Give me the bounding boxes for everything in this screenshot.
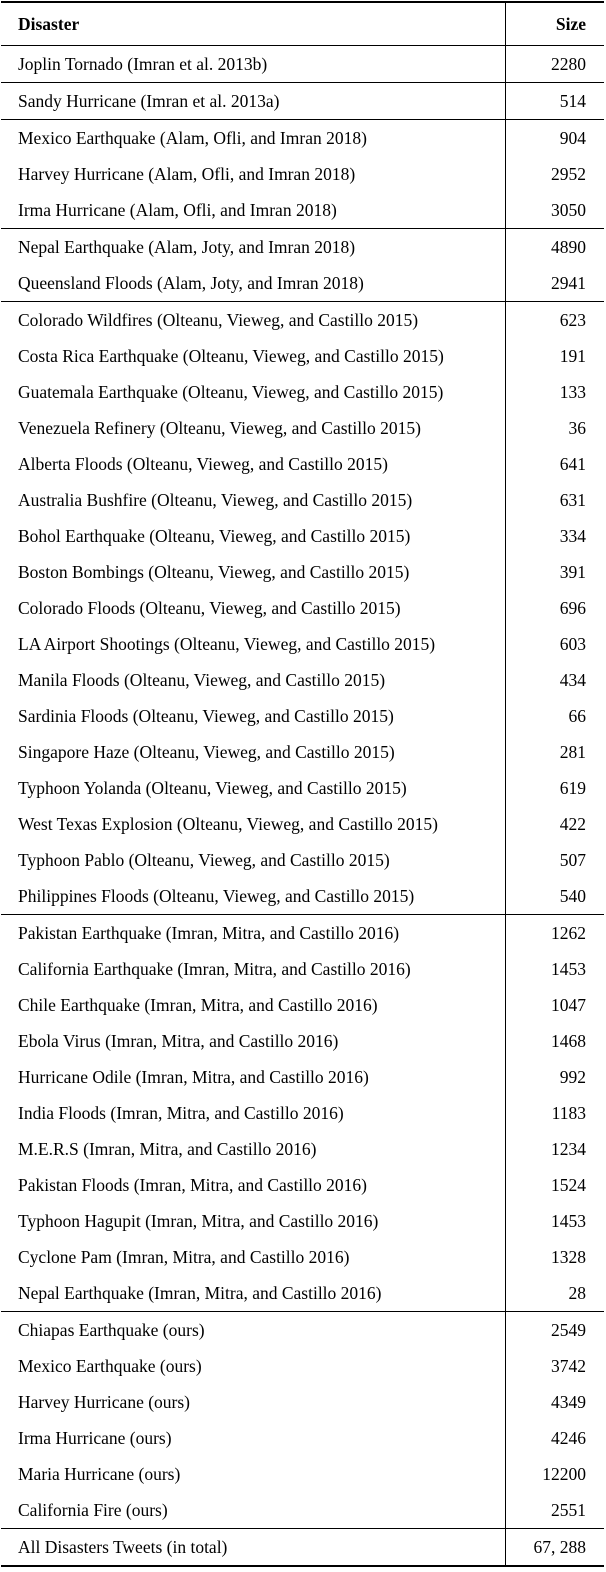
table-row bbox=[1, 410, 604, 446]
size-cell: 2952 bbox=[506, 156, 605, 192]
size-cell: 992 bbox=[506, 1059, 605, 1095]
size-cell: 133 bbox=[506, 374, 605, 410]
table-row bbox=[1, 987, 604, 1023]
disaster-name-cell: India Floods (Imran, Mitra, and Castillo 2016) bbox=[18, 1103, 344, 1123]
disaster-name-cell: Costa Rica Earthquake (Olteanu, Vieweg, and Castillo 2015) bbox=[18, 346, 444, 366]
disaster-name-cell: Sandy Hurricane (Imran et al. 2013a) bbox=[1, 83, 506, 120]
table-row bbox=[1, 482, 604, 518]
disaster-name-cell: Joplin Tornado (Imran et al. 2013b) bbox=[18, 54, 268, 74]
size-cell: 281 bbox=[506, 734, 605, 770]
table-row bbox=[1, 338, 604, 374]
table-row bbox=[1, 915, 604, 952]
disaster-name-cell: Irma Hurricane (ours) bbox=[18, 1428, 172, 1448]
size-cell: 1262 bbox=[506, 915, 605, 952]
disaster-name-cell: M.E.R.S (Imran, Mitra, and Castillo 2016) bbox=[18, 1139, 317, 1159]
table-row bbox=[1, 626, 604, 662]
size-cell: 191 bbox=[506, 338, 605, 374]
disaster-name-cell: Manila Floods (Olteanu, Vieweg, and Castillo 2015) bbox=[18, 670, 386, 690]
disaster-name-cell: Colorado Floods (Olteanu, Vieweg, and Castillo 2015) bbox=[18, 598, 401, 618]
disaster-name-cell: Ebola Virus (Imran, Mitra, and Castillo 2016) bbox=[18, 1031, 339, 1051]
disaster-name-cell: Australia Bushfire (Olteanu, Vieweg, and Castillo 2015) bbox=[18, 490, 413, 510]
table-row bbox=[1, 1239, 604, 1275]
size-cell: 603 bbox=[506, 626, 605, 662]
size-cell: 2549 bbox=[506, 1312, 605, 1349]
size-cell: 1453 bbox=[506, 1203, 605, 1239]
table-row bbox=[1, 1312, 604, 1349]
total-size: 67, 288 bbox=[506, 1529, 605, 1567]
disaster-name-cell: Sardinia Floods (Olteanu, Vieweg, and Castillo 2015) bbox=[18, 706, 394, 726]
disaster-name-cell: Venezuela Refinery (Olteanu, Vieweg, and Castillo 2015) bbox=[18, 418, 421, 438]
disaster-name-cell: Nepal Earthquake (Alam, Joty, and Imran 2018) bbox=[1, 229, 506, 266]
disaster-name-cell: Hurricane Odile (Imran, Mitra, and Castillo 2016) bbox=[18, 1067, 369, 1087]
disaster-name-cell: Cyclone Pam (Imran, Mitra, and Castillo 2016) bbox=[18, 1247, 350, 1267]
table-row bbox=[1, 951, 604, 987]
table-row bbox=[1, 1167, 604, 1203]
size-cell: 2551 bbox=[506, 1492, 605, 1529]
disaster-name-cell: Harvey Hurricane (Alam, Ofli, and Imran 2018) bbox=[18, 164, 356, 184]
disaster-name-cell: Typhoon Pablo (Olteanu, Vieweg, and Castillo 2015) bbox=[18, 850, 390, 870]
size-cell: 696 bbox=[506, 590, 605, 626]
table-row bbox=[1, 590, 604, 626]
size-cell: 3050 bbox=[506, 192, 605, 229]
table-row bbox=[1, 1059, 604, 1095]
size-cell: 4349 bbox=[506, 1384, 605, 1420]
disaster-name-cell: California Fire (ours) bbox=[18, 1500, 168, 1520]
size-cell: 1453 bbox=[506, 951, 605, 987]
disaster-name-cell: Irma Hurricane (Alam, Ofli, and Imran 2018) bbox=[18, 200, 337, 220]
table-row bbox=[1, 1420, 604, 1456]
disaster-name-cell: Alberta Floods (Olteanu, Vieweg, and Castillo 2015) bbox=[18, 454, 388, 474]
size-cell: 391 bbox=[506, 554, 605, 590]
size-cell: 434 bbox=[506, 662, 605, 698]
table-row bbox=[1, 1275, 604, 1312]
table-header-row bbox=[1, 2, 604, 46]
table-row bbox=[1, 265, 604, 302]
table-row bbox=[1, 1095, 604, 1131]
size-cell: 12200 bbox=[506, 1456, 605, 1492]
disaster-name-cell: Nepal Earthquake (Imran, Mitra, and Castillo 2016) bbox=[18, 1283, 382, 1303]
disaster-name-cell: Singapore Haze (Olteanu, Vieweg, and Castillo 2015) bbox=[18, 742, 395, 762]
disaster-name-cell: West Texas Explosion (Olteanu, Vieweg, and Castillo 2015) bbox=[18, 814, 438, 834]
size-cell: 1183 bbox=[506, 1095, 605, 1131]
size-cell: 4890 bbox=[506, 229, 605, 266]
disaster-name-cell: Maria Hurricane (ours) bbox=[18, 1464, 181, 1484]
table-row bbox=[1, 446, 604, 482]
disaster-column-header: Disaster bbox=[1, 2, 506, 46]
size-cell: 623 bbox=[506, 302, 605, 339]
size-cell: 1234 bbox=[506, 1131, 605, 1167]
size-cell: 514 bbox=[506, 83, 605, 120]
size-cell: 36 bbox=[506, 410, 605, 446]
disaster-name-cell: Mexico Earthquake (ours) bbox=[18, 1356, 202, 1376]
disaster-name-cell: Chiapas Earthquake (ours) bbox=[1, 1312, 506, 1349]
table-row bbox=[1, 770, 604, 806]
size-cell: 1524 bbox=[506, 1167, 605, 1203]
table-row bbox=[1, 83, 604, 120]
table-row bbox=[1, 156, 604, 192]
table-row bbox=[1, 518, 604, 554]
table-row bbox=[1, 842, 604, 878]
size-cell: 631 bbox=[506, 482, 605, 518]
disaster-table bbox=[1, 1, 604, 1567]
table-row bbox=[1, 1023, 604, 1059]
size-cell: 4246 bbox=[506, 1420, 605, 1456]
table-row bbox=[1, 806, 604, 842]
size-cell: 2941 bbox=[506, 265, 605, 302]
size-cell: 641 bbox=[506, 446, 605, 482]
size-cell: 1328 bbox=[506, 1239, 605, 1275]
table-row bbox=[1, 698, 604, 734]
disaster-name-cell: California Earthquake (Imran, Mitra, and Castillo 2016) bbox=[18, 959, 411, 979]
table-row bbox=[1, 662, 604, 698]
size-cell: 66 bbox=[506, 698, 605, 734]
disaster-name-cell: Guatemala Earthquake (Olteanu, Vieweg, and Castillo 2015) bbox=[18, 382, 444, 402]
size-cell: 507 bbox=[506, 842, 605, 878]
size-cell: 334 bbox=[506, 518, 605, 554]
size-cell: 619 bbox=[506, 770, 605, 806]
table-row bbox=[1, 302, 604, 339]
disaster-name-cell: Philippines Floods (Olteanu, Vieweg, and Castillo 2015) bbox=[18, 886, 415, 906]
size-cell: 1047 bbox=[506, 987, 605, 1023]
table-row bbox=[1, 46, 604, 83]
table-row bbox=[1, 374, 604, 410]
disaster-name-cell: Typhoon Yolanda (Olteanu, Vieweg, and Castillo 2015) bbox=[18, 778, 407, 798]
table-row bbox=[1, 229, 604, 266]
disaster-name-cell: Boston Bombings (Olteanu, Vieweg, and Castillo 2015) bbox=[18, 562, 410, 582]
table-row bbox=[1, 554, 604, 590]
size-cell: 2280 bbox=[506, 46, 605, 83]
table-row bbox=[1, 1384, 604, 1420]
table-row bbox=[1, 120, 604, 157]
disaster-name-cell: Pakistan Earthquake (Imran, Mitra, and Castillo 2016) bbox=[1, 915, 506, 952]
total-row bbox=[1, 1529, 604, 1567]
size-cell: 1468 bbox=[506, 1023, 605, 1059]
total-label: All Disasters Tweets (in total) bbox=[1, 1529, 506, 1567]
size-cell: 904 bbox=[506, 120, 605, 157]
table-row bbox=[1, 1492, 604, 1529]
table-row bbox=[1, 734, 604, 770]
table-row bbox=[1, 1348, 604, 1384]
table-body bbox=[1, 46, 604, 1529]
disaster-name-cell: Mexico Earthquake (Alam, Ofli, and Imran 2018) bbox=[1, 120, 506, 157]
table-row bbox=[1, 1456, 604, 1492]
disaster-name-cell: Chile Earthquake (Imran, Mitra, and Castillo 2016) bbox=[18, 995, 378, 1015]
size-cell: 28 bbox=[506, 1275, 605, 1312]
disaster-name-cell: Typhoon Hagupit (Imran, Mitra, and Castillo 2016) bbox=[18, 1211, 379, 1231]
table-row bbox=[1, 878, 604, 915]
table-row bbox=[1, 1203, 604, 1239]
disaster-name-cell: Colorado Wildfires (Olteanu, Vieweg, and Castillo 2015) bbox=[1, 302, 506, 339]
disaster-name-cell: LA Airport Shootings (Olteanu, Vieweg, and Castillo 2015) bbox=[18, 634, 436, 654]
size-column-header: Size bbox=[506, 2, 605, 46]
size-cell: 540 bbox=[506, 878, 605, 915]
table-row bbox=[1, 1131, 604, 1167]
disaster-name-cell: Queensland Floods (Alam, Joty, and Imran 2018) bbox=[18, 273, 364, 293]
disaster-name-cell: Bohol Earthquake (Olteanu, Vieweg, and Castillo 2015) bbox=[18, 526, 411, 546]
table-row bbox=[1, 192, 604, 229]
size-cell: 3742 bbox=[506, 1348, 605, 1384]
size-cell: 422 bbox=[506, 806, 605, 842]
disaster-name-cell: Harvey Hurricane (ours) bbox=[18, 1392, 191, 1412]
disaster-name-cell: Pakistan Floods (Imran, Mitra, and Castillo 2016) bbox=[18, 1175, 367, 1195]
